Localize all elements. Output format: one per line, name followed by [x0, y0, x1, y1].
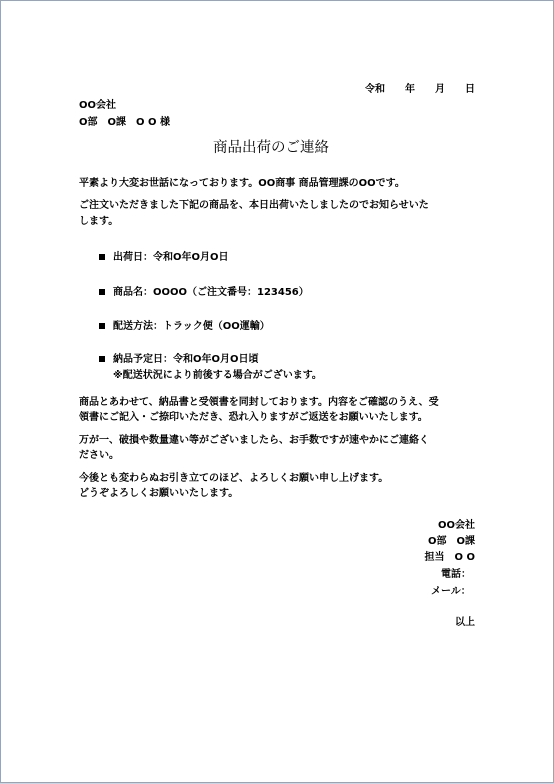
- sender-dept: O部 O課: [427, 536, 475, 547]
- sender-email: メール：: [431, 586, 471, 597]
- recipient-person: O部 O課 O O 様: [79, 117, 170, 128]
- letter-date: 令和 年 月 日: [365, 84, 475, 95]
- sender-person: 担当 O O: [424, 552, 475, 563]
- letter-title: 商品出荷のご連絡: [213, 140, 329, 156]
- intro-line-2: します。: [79, 216, 119, 227]
- detail-shipping-method: 配送方法：トラック便（OO運輸）: [113, 321, 270, 332]
- sender-company: OO会社: [437, 520, 475, 531]
- detail-product: 商品名：OOOO（ご注文番号：123456）: [113, 287, 309, 298]
- recipient-company: OO会社: [79, 100, 117, 111]
- paragraph-3-line-2: どうぞよろしくお願いいたします。: [79, 488, 239, 499]
- detail-ship-date: 出荷日：令和O年O月O日: [113, 252, 229, 263]
- paragraph-1-line-1: 商品とあわせて、納品書と受領書を同封しております。内容をご確認のうえ、受: [79, 397, 439, 408]
- bullet-mark: [99, 289, 105, 295]
- paragraph-3-line-1: 今後とも変わらぬお引き立てのほど、よろしくお願い申し上げます。: [79, 473, 389, 484]
- detail-delivery-date: 納品予定日：令和O年O月O日頃: [113, 354, 259, 365]
- greeting-line: 平素より大変お世話になっております。OO商事 商品管理課のOOです。: [79, 178, 405, 189]
- paragraph-1-line-2: 領書にご記入・ご捺印いただき、恐れ入りますがご返送をお願いいたします。: [79, 412, 428, 423]
- sender-phone: 電話：: [441, 569, 471, 580]
- paragraph-2-line-2: ださい。: [79, 450, 119, 461]
- bullet-mark: [99, 323, 105, 329]
- bullet-mark: [99, 356, 105, 362]
- closing-word: 以上: [455, 617, 475, 628]
- intro-line-1: ご注文いただきました下記の商品を、本日出荷いたしましたのでお知らせいた: [79, 200, 429, 211]
- paragraph-2-line-1: 万が一、破損や数量違い等がございましたら、お手数ですが速やかにご連絡く: [79, 435, 429, 446]
- delivery-note: ※配送状況により前後する場合がございます。: [113, 370, 322, 381]
- bullet-mark: [99, 254, 105, 260]
